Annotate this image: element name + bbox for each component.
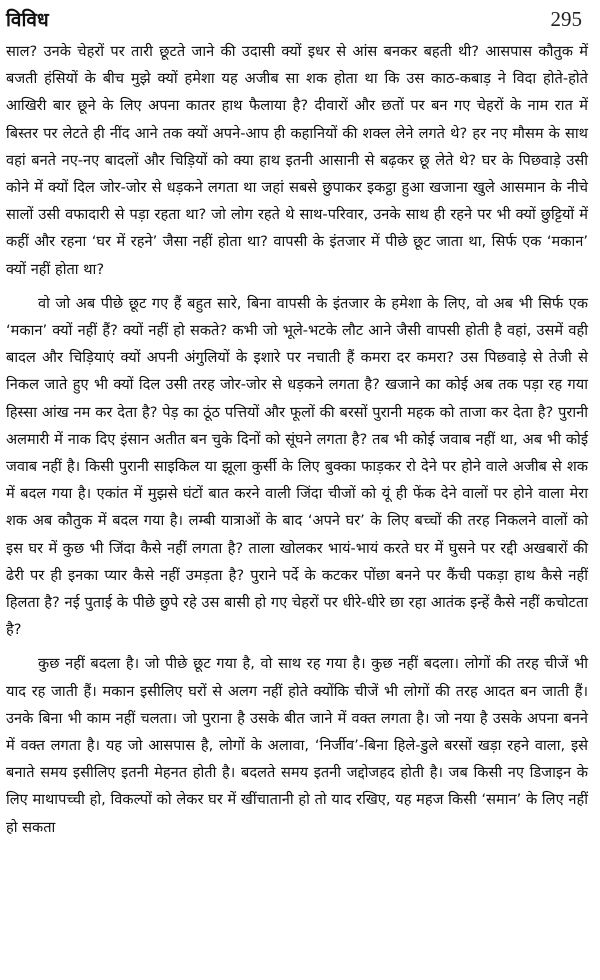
paragraph-2: वो जो अब पीछे छूट गए हैं बहुत सारे, बिना वापसी के इंतजार के हमेशा के लिए, वो अब भी सिर्फ एक ‘मकान’ क्यों नहीं हैं? क्यों नहीं हो सकते? कभी जो भूले-भटके लौट आने जैसी वापसी होती है वहां, उसमें वही बादल और चिड़ियाएं क्यों अपनी अंगुलियों के इशारे पर नचाती हैं कमरा दर कमरा? उस पिछवाड़े से तेजी से निकल जाते हुए भी क्यों दिल उसी तरह जोर-जोर से धड़कने लगता है? खजाने का कोई अब तक पड़ा रह गया हिस्सा आंख नम कर देता है? पेड़ का ठूंठ पत्तियों और फूलों की बरसों पुरानी महक को ताजा कर देता है? पुरानी अलमारी में नाक दिए इंसान अतीत बन चुके दिनों को सूंघने लगता है? तब भी कोई जवाब नहीं था, अब भी कोई जवाब नहीं है। किसी पुरानी साइकिल या झूला कुर्सी के लिए बुक्का फाड़कर रो देने पर होने वाले अजीब से शक में बदल गया है। एकांत में मुझसे घंटों बात करने वाली जिंदा चीजों को यूं ही फेंक देने वालों पर होने वाला मेरा शक अब कौतुक में बदल गया है। लम्बी यात्राओं के बाद ‘अपने घर’ के लिए बच्चों की तरह निकलने वालों को इस घर में कुछ भी जिंदा कैसे नहीं लगता है? ताला खोलकर भायं-भायं करते घर में घुसने पर रद्दी अखबारों की ढेरी पर ही इनका प्यार कैसे नहीं उमड़ता है? पुराने पर्दे के कटकर पोंछा बनने पर कैंची पकड़ा हाथ कैसे नहीं हिलता है? नई पुताई के पीछे छुपे रहे उस बासी हो गए चेहरों पर धीरे-धीरे छा रहा आतंक इन्हें कैसे नहीं कचोटता है? [6,294,588,639]
page-header [6,4,588,38]
paragraph-3: कुछ नहीं बदला है। जो पीछे छूट गया है, वो साथ रह गया है। कुछ नहीं बदला। लोगों की तरह चीजें भी याद रह जाती हैं। मकान इसीलिए घरों से अलग नहीं होते क्योंकि चीजें भी लोगों की तरह आदत बन जाती हैं। उनके बिना भी काम नहीं चलता। जो पुराना है उसके बीत जाने में वक्त लगता है। जो नया है उसके अपना बनने में वक्त लगता है। यह जो आसपास है, लोगों के अलावा, ‘निर्जीव’-बिना हिले-डुले बरसों खड़ा रहने वाला, इसे बनाते समय इसीलिए इतनी मेहनत होती है। बदलते समय इतनी जद्दोजहद होती है। जब किसी नए डिजाइन के लिए माथापच्ची हो, विकल्पों को लेकर घर में खींचातानी हो तो याद रखिए, यह महज किसी ‘समान’ के लिए नहीं हो सकता [6,655,588,836]
section-title: विविध [6,9,49,31]
page-number: 295 [550,7,582,31]
page-body [6,38,588,841]
paragraph-1: साल? उनके चेहरों पर तारी छूटते जाने की उदासी क्यों इधर से आंस बनकर बहती थी? आसपास कौतुक में बजती हंसियों के बीच मुझे क्यों हमेशा यह अजीब सा शक होता था कि उस काठ-कबाड़ ने विदा होते-होते आखिरी बार छूने के लिए अपना कातर हाथ फैलाया है? दीवारों और छतों पर बन गए चेहरों के नाम रात में बिस्तर पर लेटते ही नींद आने तक क्यों अपने-आप ही कहानियों की शक्ल लेने लगते थे? हर नए मौसम के साथ वहां बनते नए-नए बादलों और चिड़ियों को क्या हाथ इतनी आसानी से बढ़कर छू लेते थे? घर के पिछवाड़े उसी कोने में क्यों दिल जोर-जोर से धड़कने लगता था जहां सबसे छुपाकर इकट्ठा हुआ खजाना खुले आसमान के नीचे सालों उसी वफादारी से पड़ा रहता था? जो लोग रहते थे साथ-परिवार, उनके साथ ही रहने पर भी क्यों छुट्टियों में कहीं और रहना ‘घर में रहने’ जैसा नहीं होता था? वापसी के इंतजार में पीछे छूट जाता था, सिर्फ एक ‘मकान’ क्यों नहीं होता था? [6,43,588,278]
